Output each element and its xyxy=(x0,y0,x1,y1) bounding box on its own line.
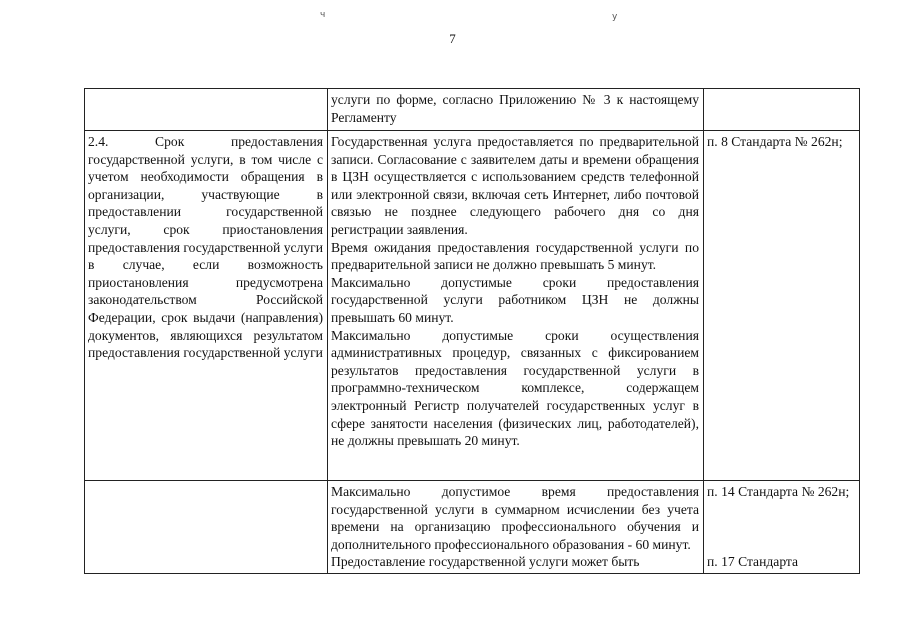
table-cell-content xyxy=(328,481,704,574)
scan-mark: у xyxy=(612,12,618,22)
cell-paragraph: Государственная услуга предоставляется по предварительной записи. Согласование с заявителем даты и времени обращения в ЦЗН осуществляется с использованием средств телефонной или электронной связи, включая сеть Интернет, либо почтовой связью не позднее следующего рабочего дня со дня регистрации заявления. xyxy=(331,134,699,237)
table-cell-content xyxy=(328,131,704,481)
cell-paragraph: Предоставление государственной услуги может быть xyxy=(331,554,640,570)
reference-text: п. 8 Стандарта № 262н; xyxy=(707,134,843,149)
table-cell-reference xyxy=(704,481,860,574)
table-cell-section xyxy=(85,89,328,131)
table-cell-content xyxy=(328,89,704,131)
scan-mark: ч xyxy=(320,10,326,20)
table-row xyxy=(85,131,860,481)
reference-text: п. 14 Стандарта № 262н; xyxy=(707,484,850,499)
cell-paragraph: Время ожидания предоставления государственной услуги по предварительной записи не должно превышать 5 минут. xyxy=(331,239,699,273)
table-cell-section xyxy=(85,481,328,574)
table-cell-reference xyxy=(704,131,860,481)
cell-paragraph: 2.4. Срок предоставления государственной услуги, в том числе с учетом необходимости обращения в организации, участвующие в предоставлении государственной услуги, срок приостановления предоставления государственной услуги в случае, если возможность приостановления предусмотрена законодательством Российской Федерации, срок выдачи (направления) документов, являющихся результатом предоставления государственной услуги xyxy=(88,134,323,361)
reference-text: п. 17 Стандарта xyxy=(707,554,799,569)
cell-paragraph: услуги по форме, согласно Приложению № 3 к настоящему Регламенту xyxy=(331,92,699,125)
cell-paragraph: Максимально допустимые сроки осуществления административных процедур, связанных с фиксированием результатов предоставления государственной услуги в программно-техническом комплексе, содержащем электронный Регистр получателей государственных услуг в сфере занятости населения (физических лиц, работодателей), не должны превышать 20 минут. xyxy=(331,327,699,449)
table-row xyxy=(85,89,860,131)
page-number: 7 xyxy=(449,31,456,46)
cell-paragraph: Максимально допустимые сроки предоставления государственной услуги работником ЦЗН не должны превышать 60 минут. xyxy=(331,274,699,325)
table-row xyxy=(85,481,860,574)
cell-paragraph: Максимально допустимое время предоставления государственной услуги в суммарном исчислении без учета времени на организацию профессионального обучения и дополнительного профессионального образования - 60 минут. xyxy=(331,484,699,552)
regulation-table xyxy=(84,88,860,574)
table-cell-section xyxy=(85,131,328,481)
table-cell-reference xyxy=(704,89,860,131)
